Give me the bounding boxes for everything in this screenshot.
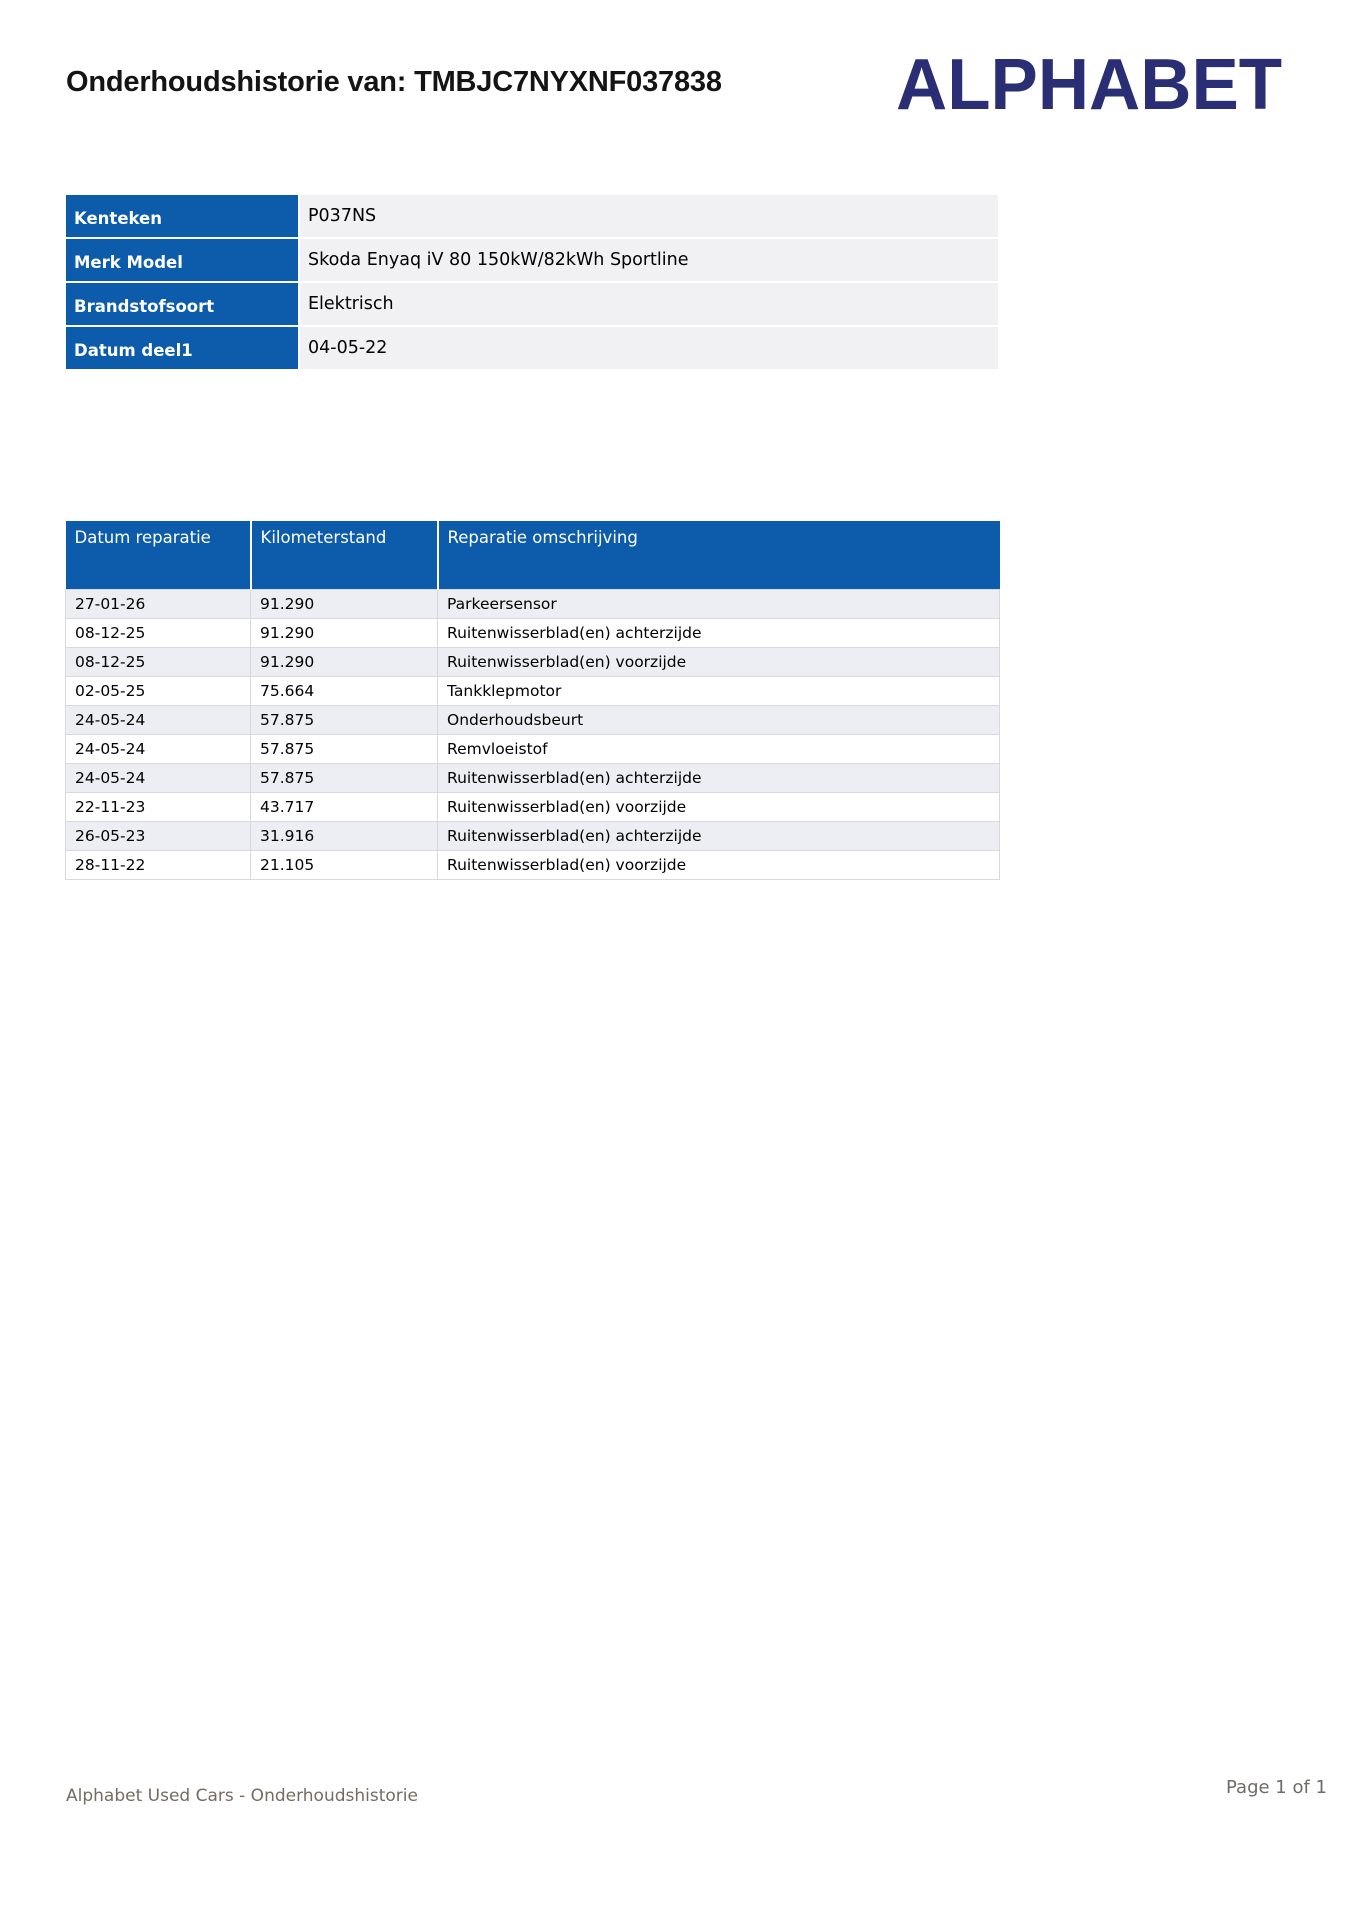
repair-row [66, 763, 1000, 792]
repair-cell-km: 57.875 [251, 705, 438, 734]
footer-page-number: Page 1 of 1 [1226, 1777, 1327, 1798]
repair-row [66, 821, 1000, 850]
vehicle-info-table [64, 193, 1000, 371]
repair-cell-date: 28-11-22 [66, 850, 251, 879]
repair-table-header-row [66, 521, 1000, 589]
repair-cell-km: 91.290 [251, 647, 438, 676]
repair-cell-km: 91.290 [251, 618, 438, 647]
repair-history-table [65, 521, 1000, 880]
info-row-value: Skoda Enyaq iV 80 150kW/82kWh Sportline [300, 239, 998, 281]
info-row [66, 195, 998, 237]
repair-row [66, 589, 1000, 618]
info-row-label: Merk Model [66, 239, 298, 281]
page-title: Onderhoudshistorie van: TMBJC7NYXNF037838 [66, 66, 722, 98]
repair-cell-date: 26-05-23 [66, 821, 251, 850]
repair-cell-description: Ruitenwisserblad(en) voorzijde [438, 647, 1000, 676]
repair-cell-description: Ruitenwisserblad(en) voorzijde [438, 792, 1000, 821]
repair-cell-description: Ruitenwisserblad(en) achterzijde [438, 618, 1000, 647]
alphabet-logo: ALPHABET [896, 45, 1283, 125]
repair-cell-description: Ruitenwisserblad(en) voorzijde [438, 850, 1000, 879]
info-row [66, 327, 998, 369]
info-row-value: 04-05-22 [300, 327, 998, 369]
repair-cell-km: 57.875 [251, 763, 438, 792]
repair-cell-date: 02-05-25 [66, 676, 251, 705]
repair-cell-date: 22-11-23 [66, 792, 251, 821]
info-row [66, 283, 998, 325]
repair-cell-description: Tankklepmotor [438, 676, 1000, 705]
repair-row [66, 705, 1000, 734]
repair-cell-date: 24-05-24 [66, 734, 251, 763]
repair-cell-description: Onderhoudsbeurt [438, 705, 1000, 734]
repair-cell-km: 75.664 [251, 676, 438, 705]
repair-cell-description: Parkeersensor [438, 589, 1000, 618]
repair-cell-date: 27-01-26 [66, 589, 251, 618]
repair-cell-date: 08-12-25 [66, 618, 251, 647]
repair-column-header: Reparatie omschrijving [438, 521, 1000, 589]
repair-cell-km: 57.875 [251, 734, 438, 763]
info-row-label: Datum deel1 [66, 327, 298, 369]
repair-row [66, 734, 1000, 763]
repair-column-header: Datum reparatie [66, 521, 251, 589]
repair-row [66, 647, 1000, 676]
repair-row [66, 618, 1000, 647]
info-row [66, 239, 998, 281]
repair-row [66, 676, 1000, 705]
repair-row [66, 850, 1000, 879]
repair-cell-km: 91.290 [251, 589, 438, 618]
repair-cell-km: 31.916 [251, 821, 438, 850]
repair-table-head [66, 521, 1000, 589]
repair-cell-description: Ruitenwisserblad(en) achterzijde [438, 821, 1000, 850]
info-row-value: Elektrisch [300, 283, 998, 325]
repair-row [66, 792, 1000, 821]
info-row-label: Brandstofsoort [66, 283, 298, 325]
repair-cell-date: 24-05-24 [66, 763, 251, 792]
repair-cell-description: Remvloeistof [438, 734, 1000, 763]
repair-cell-km: 43.717 [251, 792, 438, 821]
repair-column-header: Kilometerstand [251, 521, 438, 589]
repair-cell-km: 21.105 [251, 850, 438, 879]
vehicle-info-table-body [66, 195, 998, 369]
repair-cell-date: 08-12-25 [66, 647, 251, 676]
info-row-label: Kenteken [66, 195, 298, 237]
repair-cell-description: Ruitenwisserblad(en) achterzijde [438, 763, 1000, 792]
repair-table-body [66, 589, 1000, 879]
info-row-value: P037NS [300, 195, 998, 237]
repair-cell-date: 24-05-24 [66, 705, 251, 734]
footer-document-label: Alphabet Used Cars - Onderhoudshistorie [66, 1786, 418, 1806]
